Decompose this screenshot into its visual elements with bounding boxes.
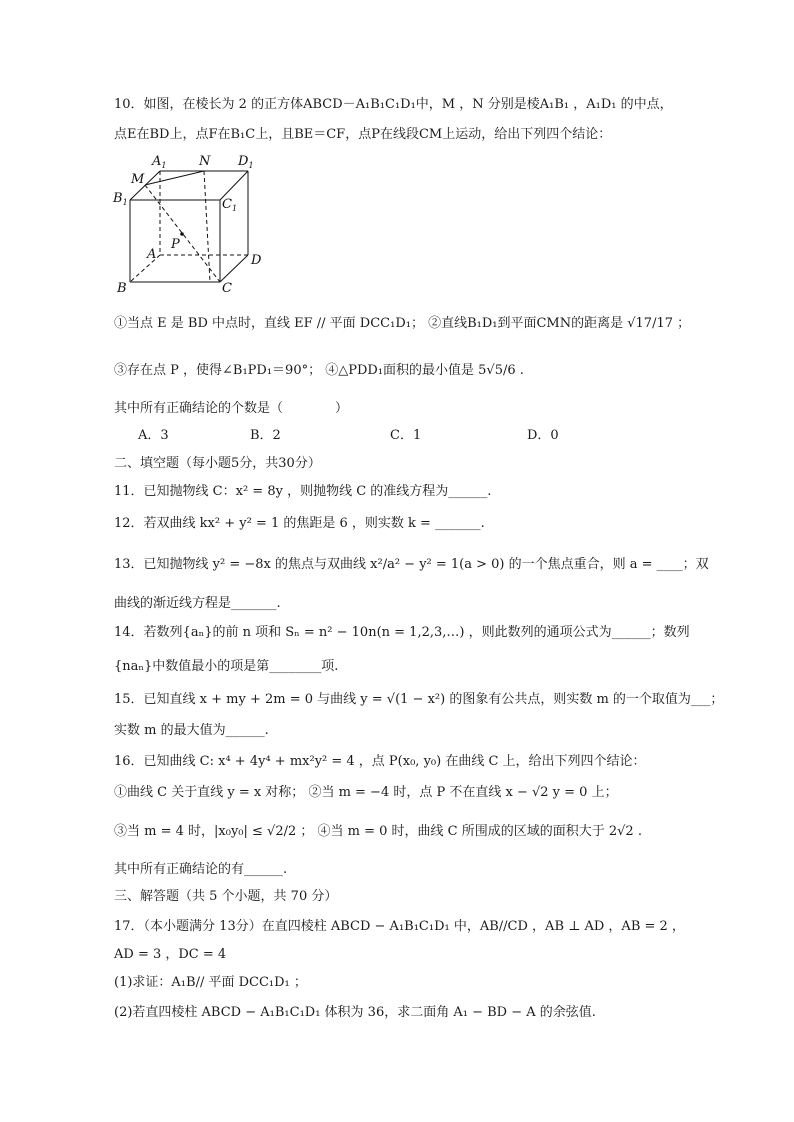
q10-choice-c: C．1 [390, 428, 422, 443]
q16-line3: ③当 m = 4 时，|x₀y₀| ≤ √2/2 ； ④当 m = 0 时，曲线 C 所围成的区域的面积大于 2√2 . [114, 824, 642, 839]
section2-title: 二、填空题（每小题5分，共30分） [114, 456, 321, 471]
section3-title: 三、解答题（共 5 个小题，共 70 分） [114, 889, 338, 904]
cube-figure [112, 152, 262, 297]
label-b: B [117, 281, 127, 296]
label-a1: $A_1$ [152, 154, 167, 170]
q14-line1: 14．若数列{aₙ}的前 n 项和 Sₙ = n² − 10n(n = 1,2,3,…) ，则此数列的通项公式为______；数列 [114, 625, 690, 640]
edge-cd [220, 255, 248, 282]
q17-part1: (1)求证：A₁B// 平面 DCC₁D₁ ； [114, 975, 307, 990]
edge-d1c1 [220, 171, 248, 200]
q16-line2: ①曲线 C 关于直线 y = x 对称； ②当 m = −4 时，点 P 不在直线 x − √2 y = 0 上； [114, 785, 618, 800]
label-d: D [251, 253, 262, 268]
q14-line2: {naₙ}中数值最小的项是第________项. [114, 659, 339, 674]
q10-question: 其中所有正确结论的个数是（ ） [114, 401, 349, 416]
label-n: N [199, 154, 211, 169]
q17-part2: (2)若直四棱柱 ABCD − A₁B₁C₁D₁ 体积为 36，求二面角 A₁ − BD − A 的余弦值. [114, 1005, 596, 1020]
q10-choice-a: A．3 [138, 428, 169, 443]
q15-line1: 15．已知直线 x + my + 2m = 0 与曲线 y = √(1 − x²) 的图象有公共点，则实数 m 的一个取值为___； [114, 692, 724, 707]
point-p [180, 232, 184, 236]
q15-line2: 实数 m 的最大值为______. [114, 723, 269, 738]
q17-line2: AD = 3 ，DC = 4 [114, 947, 227, 962]
q17-line1: 17．（本小题满分 13分）在直四棱柱 ABCD − A₁B₁C₁D₁ 中，AB//CD ，AB ⊥ AD ，AB = 2 ， [114, 919, 685, 934]
q10-line1: 10．如图，在棱长为 2 的正方体ABCD－A₁B₁C₁D₁中，M ，N 分别是棱A₁B₁ ，A₁D₁ 的中点， [114, 97, 673, 112]
q16-line1: 16．已知曲线 C: x⁴ + 4y⁴ + mx²y² = 4 ，点 P(x₀, y₀) 在曲线 C 上，给出下列四个结论： [114, 754, 646, 769]
q10-statements-1-2: ①当点 E 是 BD 中点时，直线 EF // 平面 DCC₁D₁； ②直线B₁D₁到平面CMN的距离是 √17/17 ； [114, 316, 691, 331]
q10-choice-b: B．2 [250, 428, 281, 443]
q10-choice-d: D．0 [527, 428, 559, 443]
q13-line1: 13．已知抛物线 y² = −8x 的焦点与双曲线 x²/a² − y² = 1(a > 0) 的一个焦点重合，则 a = ____；双 [114, 557, 709, 572]
q16-line4: 其中所有正确结论的有______. [114, 862, 288, 877]
q10-line2: 点E在BD上，点F在B₁C上，且BE＝CF，点P在线段CM上运动，给出下列四个结论： [114, 127, 612, 142]
label-a: A [147, 247, 157, 262]
label-b1: $B_1$ [113, 191, 128, 207]
label-m: M [131, 172, 145, 187]
segment-mn [145, 171, 204, 185]
q10-statements-3-4: ③存在点 P ，使得∠B₁PD₁＝90°； ④△PDD₁面积的最小值是 5√5/6 . [114, 363, 524, 378]
label-p: P [171, 237, 180, 252]
q11: 11．已知抛物线 C：x² = 8y ，则抛物线 C 的准线方程为______. [114, 484, 492, 499]
q12: 12．若双曲线 kx² + y² = 1 的焦距是 6 ，则实数 k = _______. [114, 516, 485, 531]
q13-line2: 曲线的渐近线方程是_______. [114, 596, 281, 611]
label-c1: $C_1$ [222, 197, 238, 213]
label-c: C [222, 281, 232, 296]
label-d1: $D_1$ [238, 154, 254, 170]
